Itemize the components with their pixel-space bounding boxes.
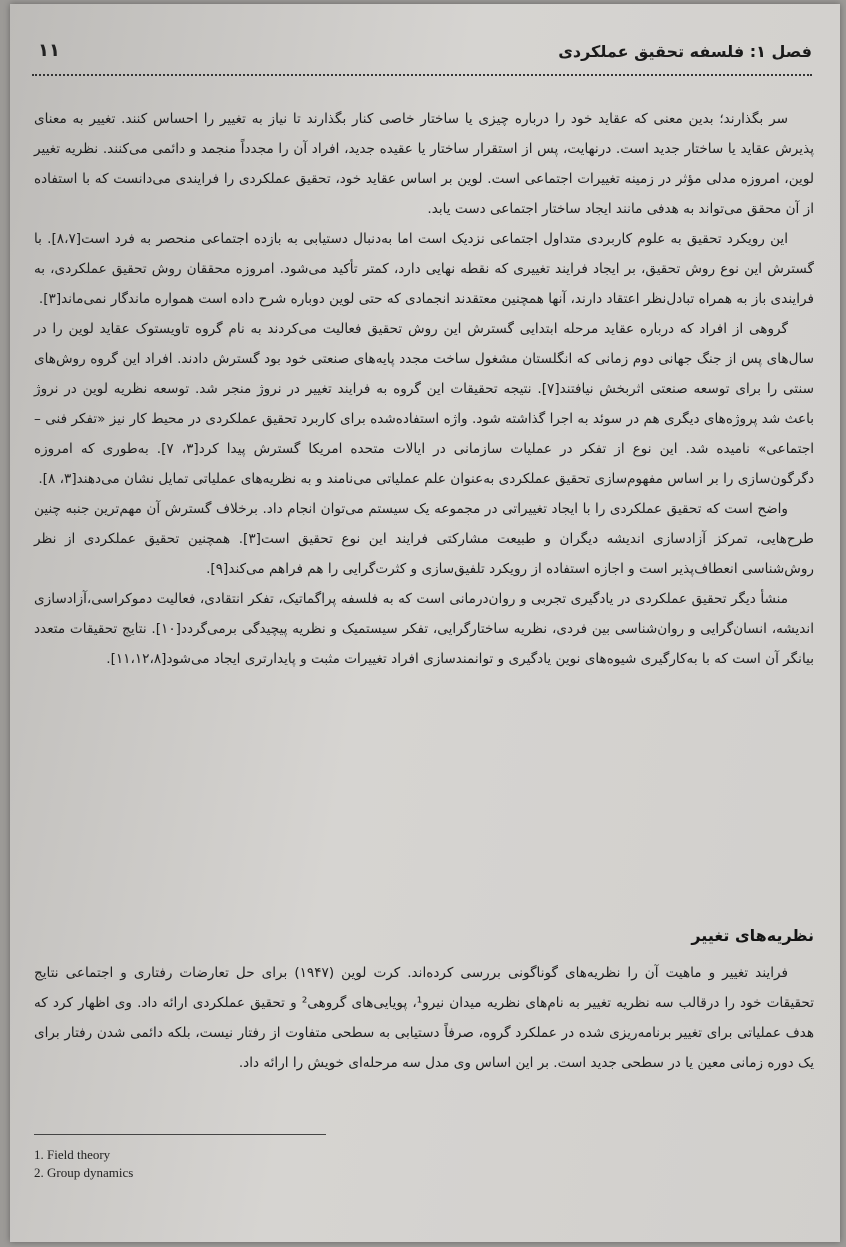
footnote: 1. Field theory — [34, 1147, 111, 1162]
paragraph: سر بگذارند؛ بدین معنی که عقاید خود را درباره چیزی یا ساختار خاصی کنار بگذارند تا نیاز به تغییر را احساس کنند. تغییر به معنای پذیرش عقاید یا ساختار جدید است. درنهایت، پس از استقرار ساختار یا عقیده جدید، افراد آن را مجدداً منجمد و دائمی می‌کنند. نظریه تغییر لوین، امروزه مدلی مؤثر در زمینه تغییرات اجتماعی است. لوین بر اساس عقاید خود، تحقیق عملکردی را فرایندی می‌دانست که با استفاده از آن محقق می‌تواند به هدفی مانند ایجاد ساختار اجتماعی دست یابد. — [34, 111, 814, 217]
footnotes — [34, 1146, 133, 1182]
chapter-title: فصل ۱: فلسفه تحقیق عملکردی — [558, 42, 812, 61]
section-heading: نظریه‌های تغییر — [691, 926, 814, 945]
page-number: ۱۱ — [38, 40, 60, 61]
paragraph: واضح است که تحقیق عملکردی را با ایجاد تغییراتی در مجموعه یک سیستم می‌توان انجام داد. برخلاف گسترش آن مهم‌ترین جنبه چنین طرح‌هایی، تمرکز آزادسازی اندیشه دیگران و طبیعت مشارکتی فرایند این نوع تحقیق است[۳]. همچنین تحقیق عملکردی از نظر روش‌شناسی انعطاف‌پذیر است و اجازه استفاده از رویکرد تلفیق‌سازی و کثرت‌گرایی را هم فراهم می‌کند[۹]. — [34, 501, 815, 577]
section-text — [34, 958, 814, 1078]
paragraph: فرایند تغییر و ماهیت آن را نظریه‌های گوناگونی بررسی کرده‌اند. کرت لوین (۱۹۴۷) برای حل تعارضات رفتاری و اجتماعی نتایج تحقیقات خود را درقالب سه نظریه تغییر به نام‌های نظریه میدان نیرو¹، پویایی‌های گروهی² و تحقیق عملکردی ارائه داد. وی اظهار کرد که هدف عملیاتی برای تغییر برنامه‌ریزی شده در عملکرد گروه، صرفاً دستیابی به سطحی متفاوت از رفتار نیست، بلکه دائمی شدن رفتار برای یک دوره زمانی معین یا در سطحی جدید است. بر این اساس وی مدل سه مرحله‌ای خویش را ارائه داد. — [34, 965, 814, 1071]
footnote-divider — [34, 1134, 326, 1135]
paragraph: این رویکرد تحقیق به علوم کاربردی متداول اجتماعی نزدیک است اما به‌دنبال دستیابی به بازده اجتماعی منحصر به فرد است[۸،۷]. با گسترش این نوع روش تحقیق، بر ایجاد فرایند تغییری که نقطه نهایی دارد، کمتر تأکید می‌شود. امروزه محققان روش تحقیق عملکردی، به فرایندی باز به همراه تبادل‌نظر اعتقاد دارند، آنها همچنین معتقدند انجمادی که حتی لوین دوباره شرح داده است همواره ماندگار نمی‌ماند[۳]. — [34, 231, 814, 307]
paragraph: منشأ دیگر تحقیق عملکردی در یادگیری تجربی و روان‌درمانی است که به فلسفه پراگماتیک، تفکر انتقادی، فعالیت دموکراسی،آزادسازی اندیشه، انسان‌گرایی و روان‌شناسی بین فردی، نظریه ساختارگرایی، تفکر سیستمیک و نظریه پیچیدگی برمی‌گردد[۱۰]. نتایج تحقیقات متعدد بیانگر آن است که با به‌کارگیری شیوه‌های نوین یادگیری و توانمندسازی افراد تغییرات مثبت و پایدارتری ایجاد می‌شود[۱۱،۱۲،۸]. — [34, 591, 814, 667]
main-text — [34, 104, 814, 674]
page-header — [32, 38, 812, 76]
footnote: 2. Group dynamics — [34, 1165, 134, 1180]
paragraph: گروهی از افراد که درباره عقاید مرحله ابتدایی گسترش این روش تحقیق فعالیت می‌کردند به نام گروه تاویستوک عقاید لوین را در سال‌های پس از جنگ جهانی دوم زمانی که انگلستان مشغول ساخت مجدد پایه‌های صنعتی خود بود گسترش دادند. افراد این گروه روش‌های سنتی را برای توسعه صنعتی اثربخش نیافتند[۷]. نتیجه تحقیقات این گروه به فرایند تغییر در نروژ منجر شد. توسعه نظریه لوین در نروژ باعث شد پروژه‌های دیگری هم در سوئد به اجرا گذاشته شود. واژه استفاده‌شده برای کاربرد تحقیق عملکردی در محیط کار نیز «تفکر فنی – اجتماعی» نامیده شد. این نوع از تفکر در عملیات سازمانی در ایالات متحده امریکا گسترش پیدا کرد[۳، ۷]. به‌طوری که امروزه دگرگون‌سازی را بر اساس مفهوم‌سازی تحقیق عملکردی به‌عنوان علم عملیاتی می‌نامند و به نظریه‌های عملیاتی تمایل نشان می‌دهند[۳، ۸]. — [34, 321, 814, 487]
book-page — [10, 4, 840, 1242]
